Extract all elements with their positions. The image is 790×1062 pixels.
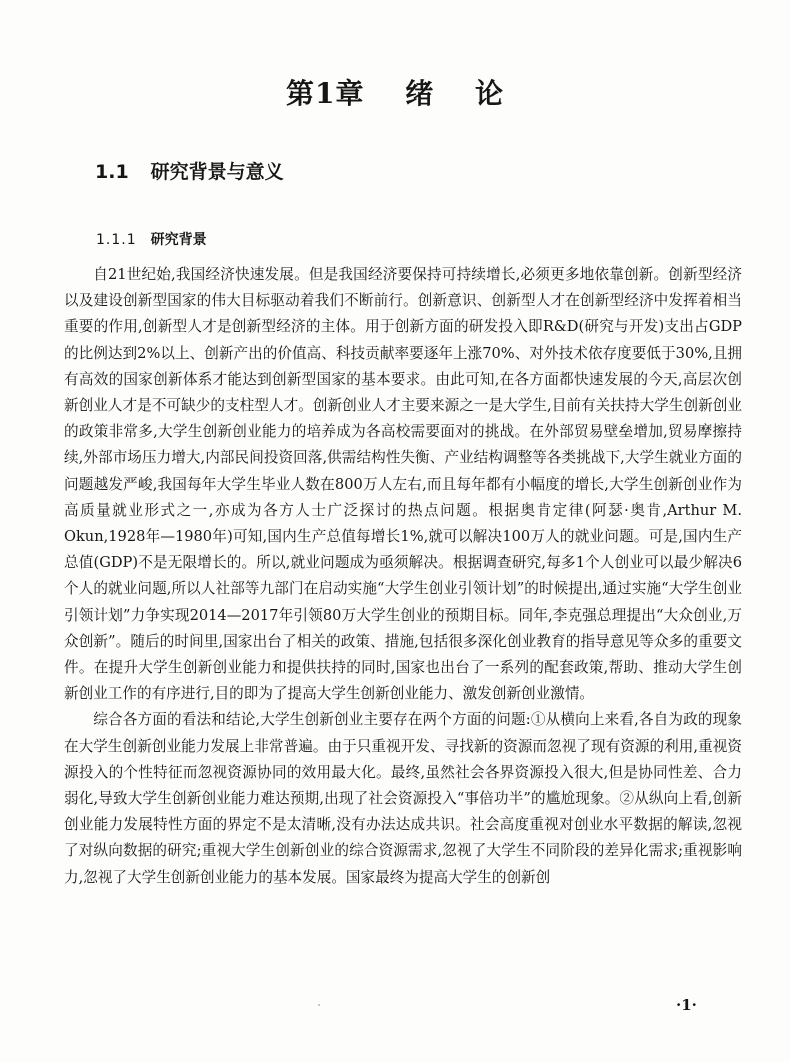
page-number: ·1· [676, 996, 697, 1014]
paragraph-1: 自21世纪始,我国经济快速发展。但是我国经济要保持可持续增长,必须更多地依靠创新。创新型经济以及建设创新型国家的伟大目标驱动着我们不断前行。创新意识、创新型人才在创新型经济中发挥着相当重要的作用,创新型人才是创新型经济的主体。用于创新方面的研发投入即R&D(研究与开发)支出占GDP的比例达到2%以上、创新产出的价值高、科技贡献率要逐年上涨70%、对外技术依存度要低于30%,且拥有高效的国家创新体系才能达到创新型国家的基本要求。由此可知,在各方面都快速发展的今天,高层次创新创业人才是不可缺少的支柱型人才。创新创业人才主要来源之一是大学生,目前有关扶持大学生创新创业的政策非常多,大学生创新创业能力的培养成为各高校需要面对的挑战。在外部贸易壁垒增加,贸易摩擦持续,外部市场压力增大,内部民间投资回落,供需结构性失衡、产业结构调整等各类挑战下,大学生就业方面的问题越发严峻,我国每年大学生毕业人数在800万人左右,而且每年都有小幅度的增长,大学生创新创业作为高质量就业形式之一,亦成为各方人士广泛探讨的热点问题。根据奥肯定律(阿瑟·奥肯,Arthur M. Okun,1928年—1980年)可知,国内生产总值每增长1%,就可以解决100万人的就业问题。可是,国内生产总值(GDP)不是无限增长的。所以,就业问题成为亟须解决。根据调查研究,每多1个人创业可以最少解决6个人的就业问题,所以人社部等九部门在启动实施“大学生创业引领计划”的时候提出,通过实施“大学生创业引领计划”力争实现2014—2017年引领80万大学生创业的预期目标。同年,李克强总理提出“大众创业,万众创新”。随后的时间里,国家出台了相关的政策、措施,包括很多深化创业教育的指导意见等众多的重要文件。在提升大学生创新创业能力和提供扶持的同时,国家也出台了一系列的配套政策,帮助、推动大学生创新创业工作的有序进行,目的即为了提高大学生创新创业能力、激发创新创业激情。 [64, 266, 742, 703]
body-text [64, 262, 742, 891]
section-title-text: 研究背景与意义 [150, 161, 284, 183]
section-heading [95, 157, 284, 184]
scan-speck [318, 1004, 320, 1006]
subsection-heading [96, 229, 207, 249]
section-number: 1.1 [95, 161, 129, 183]
subsection-title-text: 研究背景 [150, 232, 207, 248]
subsection-number: 1.1.1 [96, 232, 137, 248]
chapter-title: 第1章 绪 论 [286, 77, 504, 110]
paragraph-2: 综合各方面的看法和结论,大学生创新创业主要存在两个方面的问题:①从横向上来看,各自为政的现象在大学生创新创业能力发展上非常普遍。由于只重视开发、寻找新的资源而忽视了现有资源的利用,重视资源投入的个性特征而忽视资源协同的效用最大化。最终,虽然社会各界资源投入很大,但是协同性差、合力弱化,导致大学生创新创业能力难达预期,出现了社会资源投入“事倍功半”的尴尬现象。②从纵向上看,创新创业能力发展特性方面的界定不是太清晰,没有办法达成共识。社会高度重视对创业水平数据的解读,忽视了对纵向数据的研究;重视大学生创新创业的综合资源需求,忽视了大学生不同阶段的差异化需求;重视影响力,忽视了大学生创新创业能力的基本发展。国家最终为提高大学生的创新创 [64, 711, 742, 886]
